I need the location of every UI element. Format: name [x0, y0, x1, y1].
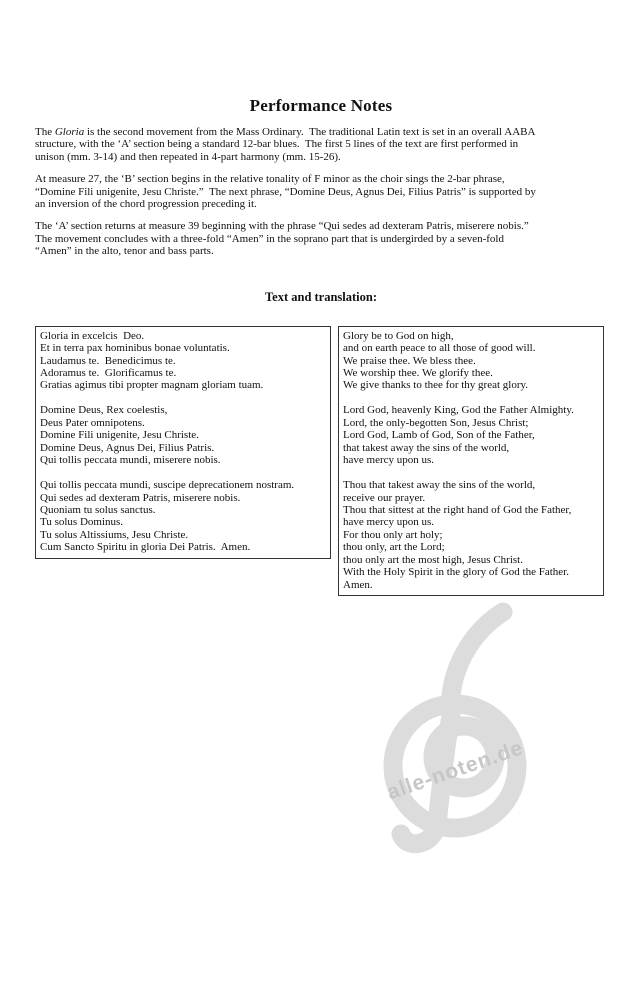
text-line: Quoniam tu solus sanctus.: [40, 504, 156, 516]
text-line: At measure 27, the ‘B’ section begins in the relative tonality of F minor as the choir sings the 2-bar phrase,: [35, 173, 505, 186]
text-line: Tu solus Altissiums, Jesu Christe.: [40, 528, 189, 541]
text-line: Et in terra pax hominibus bonae voluntatis.: [40, 342, 230, 355]
page-title: Performance Notes: [249, 96, 393, 115]
text-line: “Amen” in the alto, tenor and bass parts.: [35, 245, 214, 258]
text-line: Lord, the only-begotten Son, Jesus Christ;: [343, 416, 529, 429]
text-line: Amen.: [343, 578, 373, 591]
text-line: The movement concludes with a three-fold “Amen” in the soprano part that is undergirded by a seven-fold: [35, 232, 504, 245]
paragraph-3: [35, 220, 607, 257]
text-line: Adoramus te. Glorificamus te.: [40, 367, 177, 380]
text-line: Lord God, Lamb of God, Son of the Father,: [343, 429, 535, 442]
text-line: Qui tollis peccata mundi, suscipe deprecationem nostram.: [40, 479, 295, 492]
text-line: We worship thee. We glorify thee.: [343, 367, 493, 380]
text-line: Deus Pater omnipotens.: [40, 416, 145, 429]
text-line: thou only, art the Lord;: [343, 541, 445, 554]
text-line: Thou that sittest at the right hand of God the Father,: [343, 504, 572, 516]
text-line: [35, 126, 607, 138]
text-line: Domine Deus, Rex coelestis,: [40, 404, 168, 417]
text-line: structure, with the ‘A’ section being a standard 12-bar blues. The first 5 lines of the text are first performed in: [35, 138, 519, 151]
text-line: receive our prayer.: [343, 491, 426, 504]
latin-text-box: [35, 326, 331, 559]
watermark-text: alle-noten.de: [384, 736, 527, 805]
text-line: that takest away the sins of the world,: [343, 441, 510, 454]
text-line: [40, 467, 326, 479]
text-line: We give thanks to thee for thy great glory.: [343, 379, 529, 392]
work-title-italic: Gloria: [54, 126, 85, 138]
text-line: Qui sedes ad dexteram Patris, miserere nobis.: [40, 491, 241, 504]
text-line: Gratias agimus tibi propter magnam gloriam tuam.: [40, 379, 264, 392]
text-line: Tu solus Dominus.: [40, 516, 124, 529]
paragraph-2: [35, 173, 607, 210]
text-line: We praise thee. We bless thee.: [343, 354, 476, 367]
text-line: The ‘A’ section returns at measure 39 beginning with the phrase “Qui sedes ad dexteram Patris, miserere nobis.”: [35, 220, 529, 233]
paragraph-1: [35, 126, 607, 163]
text-line: [343, 392, 599, 404]
text-line: “Domine Fili unigenite, Jesu Christe.” The next phrase, “Domine Deus, Agnus Dei, Filius Patris” is supported by: [35, 185, 536, 198]
text-line: For thou only art holy;: [343, 528, 443, 541]
text-line: unison (mm. 3-14) and then repeated in 4-part harmony (mm. 15-26).: [35, 150, 341, 163]
text-line: Gloria in excelcis Deo.: [40, 329, 145, 342]
text-line: have mercy upon us.: [343, 516, 435, 529]
text-line: Glory be to God on high,: [343, 329, 454, 342]
paragraph-1-prefix: The: [35, 126, 55, 138]
text-line: thou only art the most high, Jesus Christ.: [343, 553, 523, 566]
text-line: [40, 392, 326, 404]
page-content: [35, 0, 607, 596]
text-line: an inversion of the chord progression preceding it.: [35, 198, 257, 211]
text-line: Qui tollis peccata mundi, miserere nobis.: [40, 454, 221, 467]
text-line: Domine Fili unigenite, Jesu Christe.: [40, 429, 199, 442]
text-line: Domine Deus, Agnus Dei, Filius Patris.: [40, 441, 215, 454]
text-line: [343, 467, 599, 479]
paragraph-1-rest: is the second movement from the Mass Ordinary. The traditional Latin text is set in an overall AABA: [84, 126, 536, 138]
text-line: and on earth peace to all those of good will.: [343, 342, 536, 355]
text-line: Thou that takest away the sins of the world,: [343, 479, 536, 492]
text-line: With the Holy Spirit in the glory of God the Father.: [343, 566, 569, 579]
text-line: have mercy upon us.: [343, 454, 435, 467]
text-translation-columns: [35, 326, 607, 597]
text-line: Cum Sancto Spiritu in gloria Dei Patris. Amen.: [40, 541, 251, 554]
english-translation-box: [338, 326, 604, 597]
watermark-clef-icon: [345, 598, 585, 858]
section-heading: Text and translation:: [264, 289, 378, 304]
text-line: Lord God, heavenly King, God the Father Almighty.: [343, 404, 574, 417]
text-line: Laudamus te. Benedicimus te.: [40, 354, 176, 367]
